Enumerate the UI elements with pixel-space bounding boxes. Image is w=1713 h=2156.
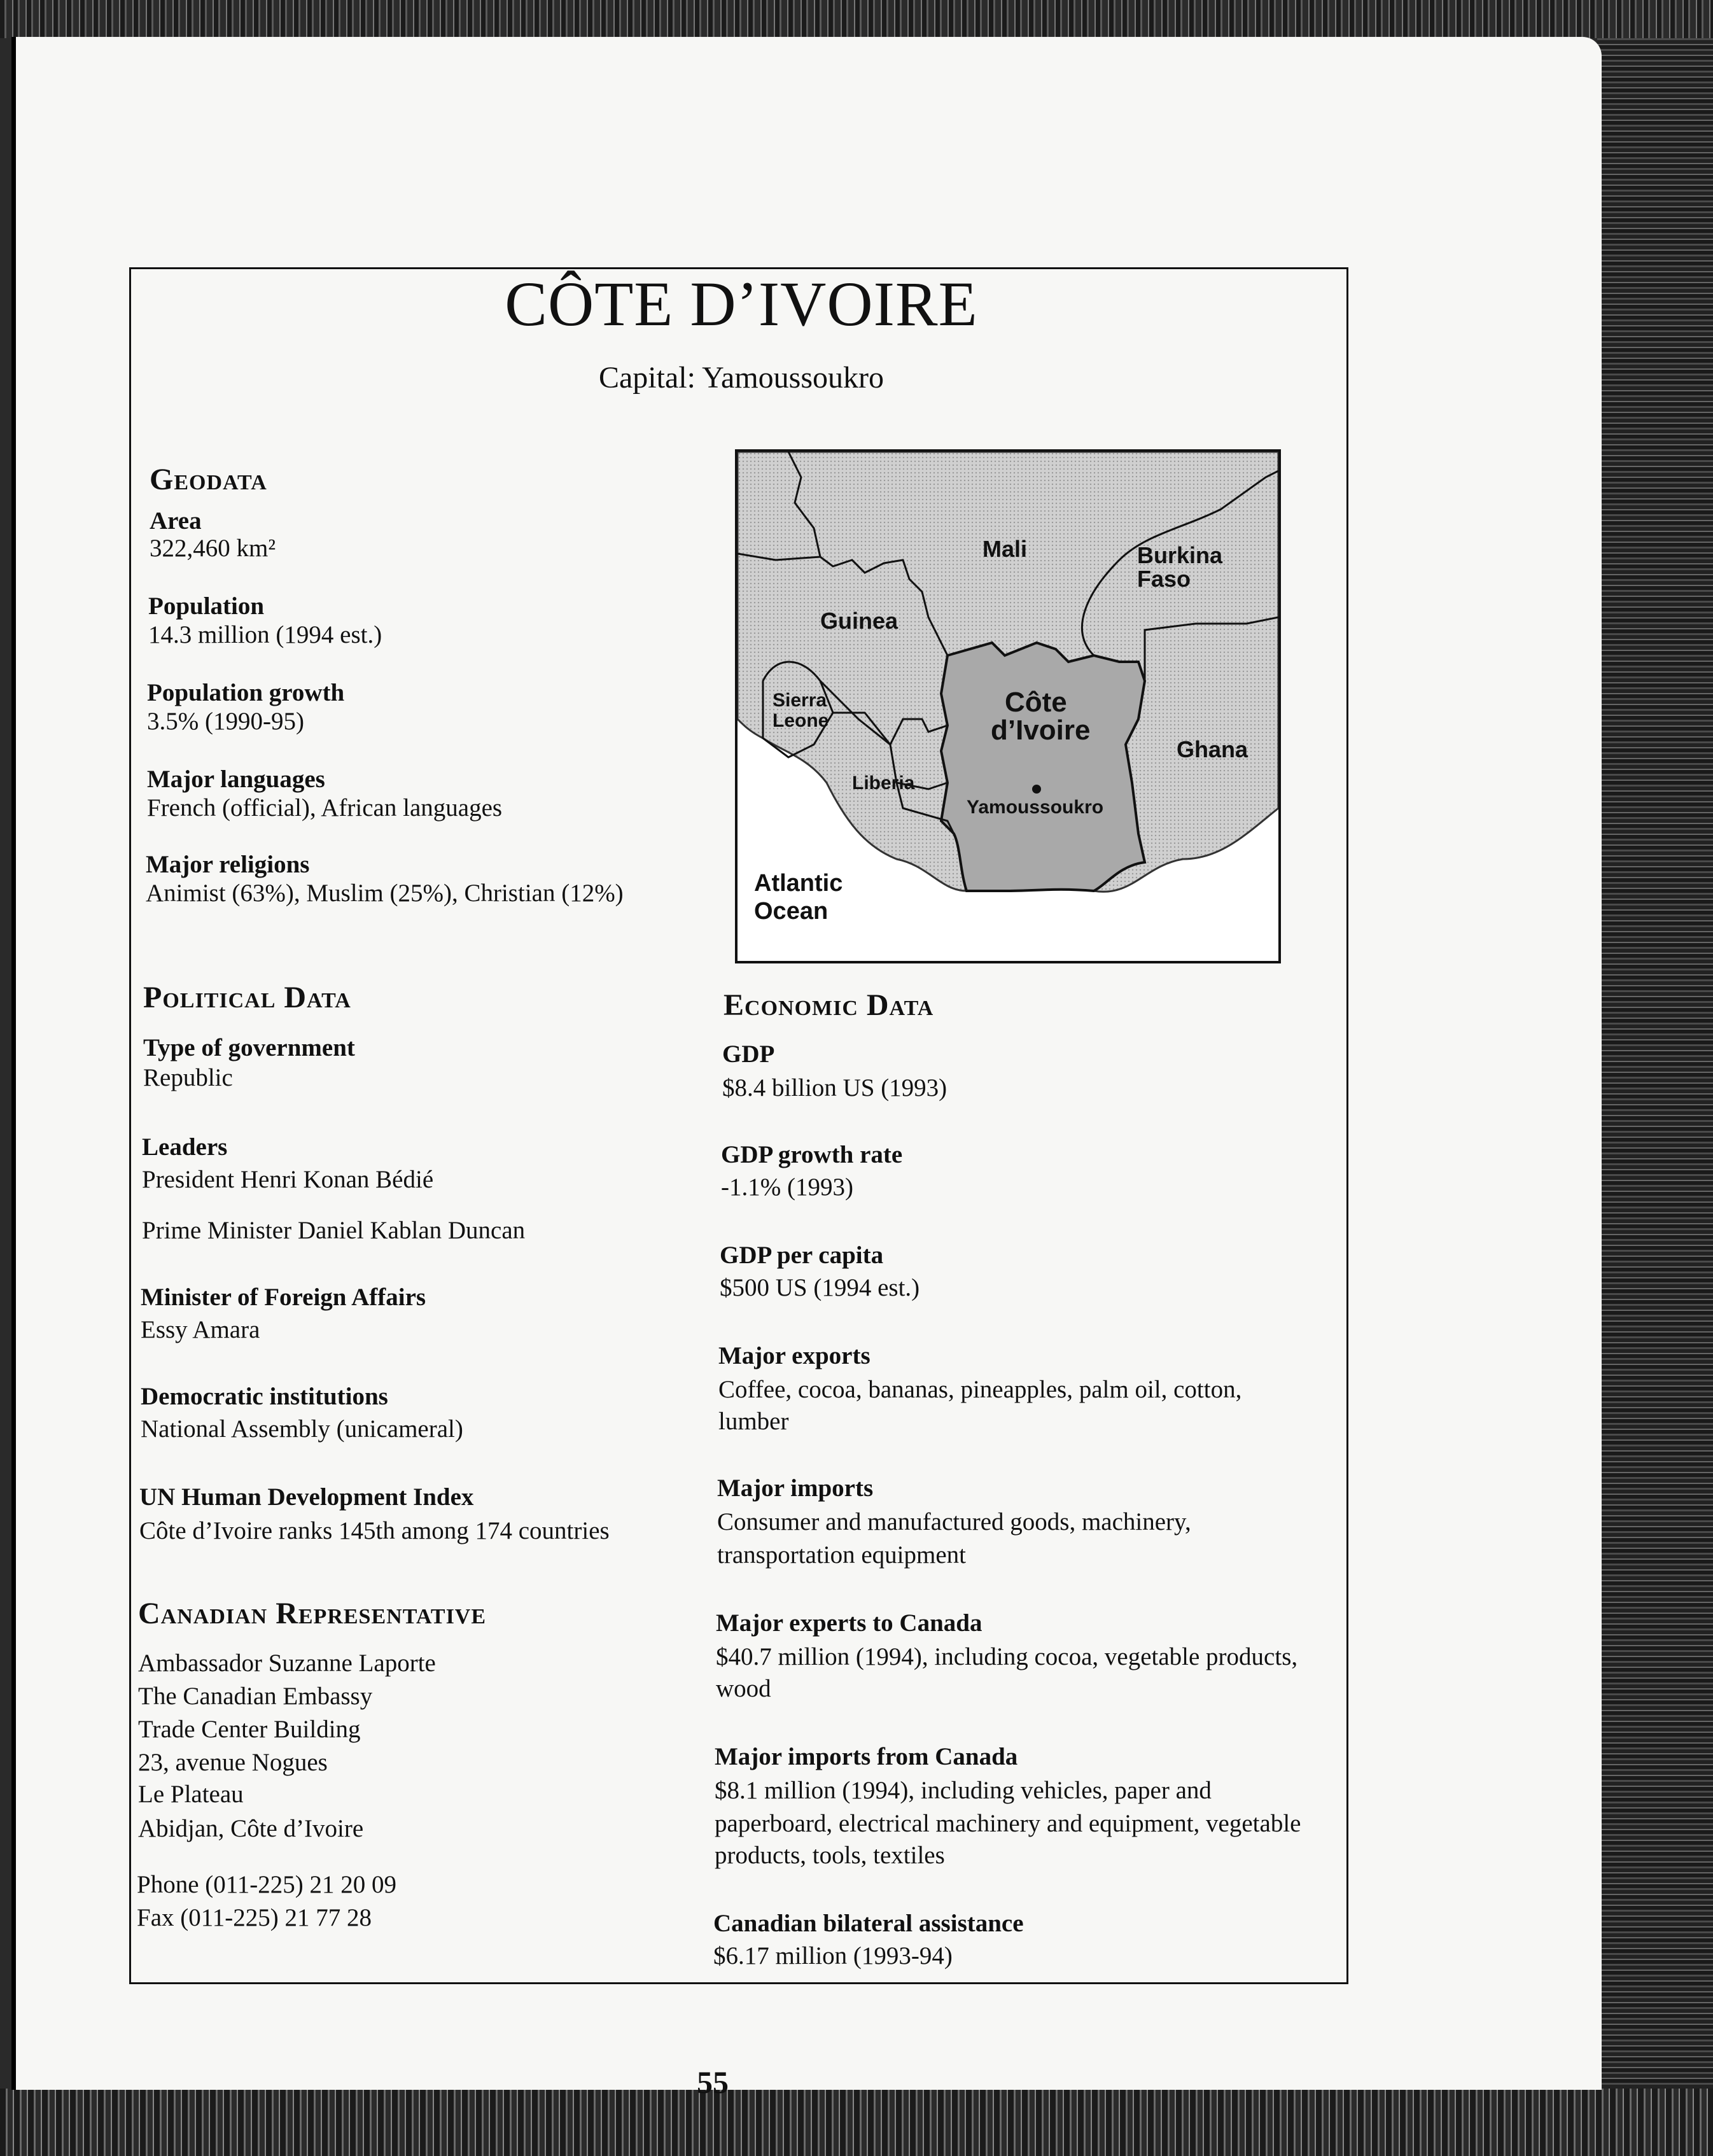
gdp-capita-value: $500 US (1994 est.) — [720, 1274, 920, 1301]
religions-label: Major religions — [146, 851, 310, 878]
religions-value: Animist (63%), Muslim (25%), Christian (12%) — [146, 879, 624, 907]
map-label-leone: Leone — [773, 710, 829, 731]
map-label-atlantic: Atlantic — [754, 870, 843, 897]
foreign-minister-value: Essy Amara — [141, 1316, 260, 1343]
foreign-minister-label: Minister of Foreign Affairs — [141, 1284, 426, 1311]
imports-canada-value: $8.1 million (1994), including vehicles, paper and — [715, 1777, 1212, 1804]
government-value: Republic — [143, 1064, 233, 1091]
hdi-value: Côte d’Ivoire ranks 145th among 174 countries — [139, 1517, 610, 1544]
leader-president: President Henri Konan Bédié — [142, 1166, 434, 1193]
hdi-label: UN Human Development Index — [139, 1483, 474, 1511]
address-line: Le Plateau — [138, 1781, 244, 1808]
address-line: The Canadian Embassy — [138, 1683, 373, 1710]
bilateral-assistance-value: $6.17 million (1993-94) — [713, 1942, 953, 1970]
bilateral-assistance-label: Canadian bilateral assistance — [713, 1910, 1024, 1937]
political-heading: Political Data — [143, 981, 351, 1014]
gdp-growth-value: -1.1% (1993) — [721, 1173, 853, 1201]
languages-value: French (official), African languages — [147, 794, 503, 822]
phone-number: Phone (011-225) 21 20 09 — [137, 1871, 397, 1898]
government-label: Type of government — [143, 1034, 355, 1061]
fax-number: Fax (011-225) 21 77 28 — [137, 1904, 372, 1931]
map-label-guinea: Guinea — [820, 608, 898, 634]
exports-label: Major exports — [718, 1342, 870, 1369]
scan-edge-top — [0, 0, 1713, 38]
gdp-value: $8.4 billion US (1993) — [722, 1074, 947, 1102]
page-number: 55 — [697, 2064, 729, 2100]
yamoussoukro-marker — [1032, 785, 1041, 794]
population-label: Population — [148, 592, 265, 620]
capital-line: Capital: Yamoussoukro — [598, 361, 884, 395]
population-value: 14.3 million (1994 est.) — [148, 621, 382, 648]
scan-edge-right — [1597, 38, 1713, 2089]
cote-divoire-shape — [941, 643, 1145, 891]
imports-canada-label: Major imports from Canada — [715, 1743, 1018, 1770]
address-line: Ambassador Suzanne Laporte — [138, 1649, 436, 1677]
imports-label: Major imports — [717, 1474, 874, 1502]
exports-canada-value: wood — [716, 1675, 771, 1702]
population-growth-label: Population growth — [147, 679, 345, 706]
imports-canada-value: paperboard, electrical machinery and equipment, vegetable — [715, 1810, 1301, 1837]
map-label-faso: Faso — [1137, 566, 1191, 592]
map-label-sierra: Sierra — [773, 690, 827, 711]
map-label-ocean: Ocean — [754, 898, 829, 925]
map-label-ghana: Ghana — [1177, 736, 1248, 762]
exports-canada-label: Major experts to Canada — [716, 1609, 982, 1637]
region-map-svg — [738, 452, 1278, 961]
address-line: 23, avenue Nogues — [138, 1749, 328, 1776]
exports-canada-value: $40.7 million (1994), including cocoa, vegetable products, — [716, 1643, 1298, 1670]
leader-prime-minister: Prime Minister Daniel Kablan Duncan — [142, 1217, 526, 1244]
canadian-rep-heading: Canadian Representative — [138, 1597, 487, 1630]
population-growth-value: 3.5% (1990-95) — [147, 708, 304, 735]
map-label-burkina: Burkina — [1137, 542, 1223, 568]
gdp-capita-label: GDP per capita — [720, 1242, 884, 1269]
democratic-value: National Assembly (unicameral) — [141, 1415, 463, 1443]
area-label: Area — [150, 507, 202, 535]
gdp-label: GDP — [722, 1040, 775, 1068]
page-title: CÔTE D’IVOIRE — [505, 269, 978, 339]
region-map — [735, 449, 1281, 963]
economic-heading: Economic Data — [724, 988, 934, 1022]
democratic-label: Democratic institutions — [141, 1383, 388, 1410]
imports-value: transportation equipment — [717, 1541, 966, 1569]
imports-canada-value: products, tools, textiles — [715, 1842, 945, 1869]
languages-label: Major languages — [147, 766, 325, 793]
area-value: 322,460 km² — [150, 535, 276, 562]
map-label-yamoussoukro: Yamoussoukro — [967, 797, 1104, 818]
imports-value: Consumer and manufactured goods, machinery, — [717, 1508, 1191, 1536]
map-label-cote: Côte — [1005, 687, 1067, 718]
exports-value: lumber — [718, 1408, 789, 1435]
geodata-heading: Geodata — [150, 463, 267, 496]
map-label-divoire: d’Ivoire — [991, 715, 1091, 746]
address-line: Trade Center Building — [138, 1716, 361, 1743]
page-sheet — [11, 37, 1602, 2100]
gdp-growth-label: GDP growth rate — [721, 1141, 903, 1168]
map-label-liberia: Liberia — [852, 773, 915, 794]
exports-value: Coffee, cocoa, bananas, pineapples, palm oil, cotton, — [718, 1376, 1242, 1403]
address-line: Abidjan, Côte d’Ivoire — [138, 1815, 364, 1842]
leaders-label: Leaders — [142, 1133, 228, 1161]
scan-edge-bottom — [0, 2089, 1713, 2156]
map-label-mali: Mali — [982, 536, 1028, 562]
